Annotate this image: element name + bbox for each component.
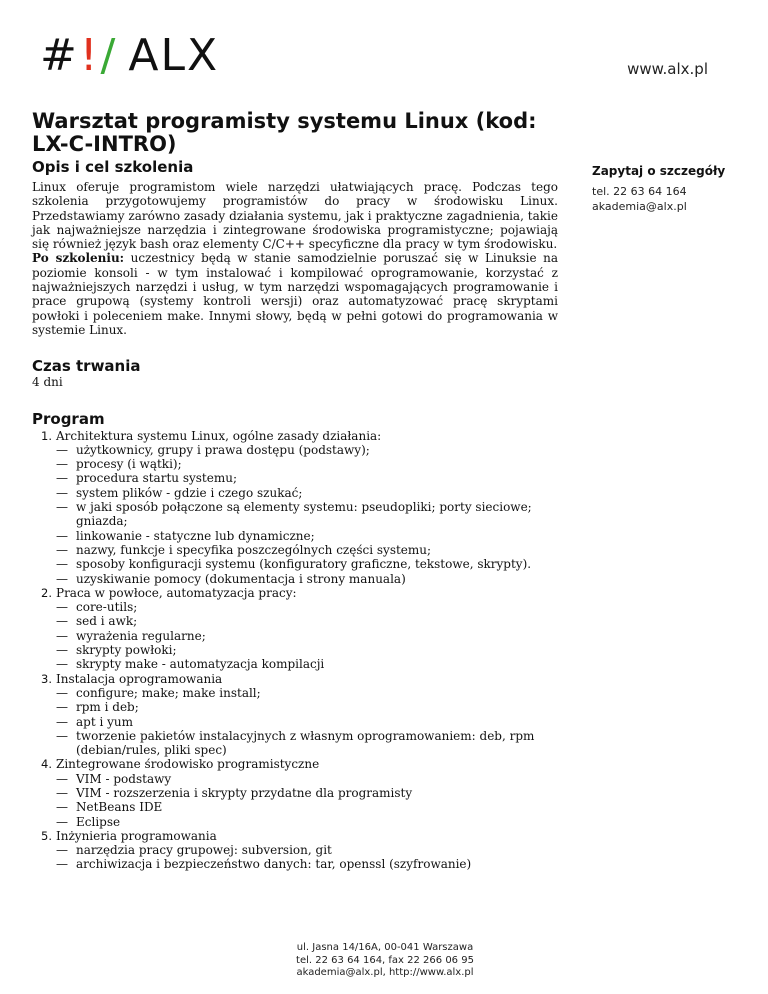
program-item-title: Architektura systemu Linux, ogólne zasady działania: (56, 428, 382, 443)
program-subitem-text: sed i awk; (76, 614, 138, 629)
program-subitem (56, 657, 558, 671)
program-subitems (56, 772, 558, 829)
program-subitem (56, 614, 558, 628)
program-item-title: Praca w powłoce, automatyzacja pracy: (56, 585, 297, 600)
program-subitem (56, 643, 558, 657)
program-subitem-text: skrypty powłoki; (76, 643, 177, 658)
program-item (32, 829, 558, 872)
program-subitems (56, 686, 558, 757)
program-subitem-text: archiwizacja i bezpieczeństwo danych: tar, openssl (szyfrowanie) (76, 857, 472, 872)
program-item-number: 3. (41, 671, 52, 686)
program-subitem (56, 843, 558, 857)
page-footer (270, 942, 500, 980)
site-url[interactable]: www.alx.pl (627, 60, 708, 78)
program-item-title: Zintegrowane środowisko programistyczne (56, 757, 320, 772)
program-item-title: Instalacja oprogramowania (56, 671, 223, 686)
program-subitem-text: Eclipse (76, 814, 121, 829)
program-subitem-text: core-utils; (76, 600, 138, 615)
dash-bullet: — (56, 785, 68, 800)
desc-after-text: uczestnicy będą w stanie samodzielnie poruszać się w Linuksie na poziomie konsoli - w tym instalować i kompilować oprogramowanie, korzystać z najważniejszych narzędzi i usług, w tym narzędzi wspomagających programowanie i prace grupową (systemy kontroli wersji) oraz automatyzować pracę skryptami powłoki i poleceniem make. Innymi słowy, będą w pełni gotowi do programowania w systemie Linux. (32, 251, 559, 337)
dash-bullet: — (56, 643, 68, 658)
desc-after (32, 251, 558, 337)
program-subitem-text: wyrażenia regularne; (76, 628, 206, 643)
program-subitem (56, 572, 558, 586)
program-item-number: 2. (41, 585, 52, 600)
dash-bullet: — (56, 700, 68, 715)
footer-phones: tel. 22 63 64 164, fax 22 266 06 95 (296, 954, 474, 966)
dash-bullet: — (56, 557, 68, 572)
duration-heading: Czas trwania (32, 357, 141, 376)
program-subitem-text: linkowanie - statyczne lub dynamiczne; (76, 528, 315, 543)
program-subitem-text: sposoby konfiguracji systemu (konfiguratory graficzne, tekstowe, skrypty). (76, 557, 532, 572)
dash-bullet: — (56, 528, 68, 543)
dash-bullet: — (56, 485, 68, 500)
program-subitem (56, 629, 558, 643)
program-item-body (56, 757, 558, 828)
program-subitem (56, 471, 558, 485)
program-item (32, 429, 558, 586)
program-subitem-text: narzędzia pracy grupowej: subversion, git (76, 843, 332, 858)
sidebar-email[interactable]: akademia@alx.pl (592, 200, 687, 213)
program-subitem (56, 700, 558, 714)
desc-after-label: Po szkoleniu: (32, 251, 125, 266)
dash-bullet: — (56, 628, 68, 643)
program-subitem (56, 729, 558, 758)
program-subitem (56, 500, 558, 529)
program-subitem (56, 772, 558, 786)
sidebar-phone: tel. 22 63 64 164 (592, 185, 687, 198)
program-subitem-text: apt i yum (76, 714, 134, 729)
dash-bullet: — (56, 600, 68, 615)
program-subitem-text: użytkownicy, grupy i prawa dostępu (podstawy); (76, 442, 370, 457)
dash-bullet: — (56, 471, 68, 486)
sidebar-heading: Zapytaj o szczegóły (592, 164, 726, 178)
program-item-body (56, 586, 558, 672)
dash-bullet: — (56, 728, 68, 743)
footer-address: ul. Jasna 14/16A, 00-041 Warszawa (296, 942, 474, 953)
dash-bullet: — (56, 814, 68, 829)
desc-paragraph: Linux oferuje programistom wiele narzędzi ułatwiających pracę. Podczas tego szkolenia przygotowujemy programistów do pracy w środowisku Linux. Przedstawiamy zarówno zasady działania systemu, jak i praktyczne zagadnienia, takie jak najważniejsze narzędzia i zintegrowane środowiska programistyczne; pojawiają się również język bash oraz elementy C/C++ specyficzne dla pracy w tym środowisku. (32, 180, 558, 252)
program-subitem (56, 686, 558, 700)
program-subitem (56, 457, 558, 471)
program-subitem-text: VIM - podstawy (76, 771, 172, 786)
program-item-body (56, 672, 558, 758)
program-subitem (56, 543, 558, 557)
program-subitem (56, 715, 558, 729)
dash-bullet: — (56, 500, 68, 515)
program-subitem-text: nazwy, funkcje i specyfika poszczególnych części systemu; (76, 542, 432, 557)
dash-bullet: — (56, 542, 68, 557)
logo-name: ALX (128, 30, 220, 81)
program-subitem (56, 800, 558, 814)
page-title: Warsztat programisty systemu Linux (kod: LX-C-INTRO) (32, 109, 537, 156)
program-subitem (56, 600, 558, 614)
dash-bullet: — (56, 800, 68, 815)
logo-bang: ! (79, 30, 99, 81)
program-subitem-text: procedura startu systemu; (76, 471, 237, 486)
main-content (32, 158, 558, 872)
program-subitem (56, 557, 558, 571)
program-heading: Program (32, 409, 105, 428)
dash-bullet: — (56, 571, 68, 586)
logo-hash: # (40, 30, 78, 81)
program-item-number: 5. (41, 828, 52, 843)
dash-bullet: — (56, 457, 68, 472)
program-subitem (56, 786, 558, 800)
program-subitem (56, 443, 558, 457)
program-subitem (56, 529, 558, 543)
dash-bullet: — (56, 685, 68, 700)
program-subitems (56, 443, 558, 586)
dash-bullet: — (56, 771, 68, 786)
program-subitem-text: uzyskiwanie pomocy (dokumentacja i strony manuala) (76, 571, 406, 586)
program-item (32, 586, 558, 672)
program-item-body (56, 829, 558, 872)
program-subitem-text: NetBeans IDE (76, 800, 163, 815)
program-subitem-text: rpm i deb; (76, 700, 139, 715)
dash-bullet: — (56, 843, 68, 858)
program-item-title: Inżynieria programowania (56, 828, 217, 843)
program-item-number: 4. (41, 757, 52, 772)
program-subitem-text: skrypty make - automatyzacja kompilacji (76, 657, 325, 672)
duration-value: 4 dni (32, 375, 63, 390)
program-subitem-text: system plików - gdzie i czego szukać; (76, 485, 303, 500)
program-item-number: 1. (41, 428, 52, 443)
dash-bullet: — (56, 857, 68, 872)
program-subitem-text: configure; make; make install; (76, 685, 261, 700)
desc-body (32, 180, 558, 337)
program-subitem-text: procesy (i wątki); (76, 457, 182, 472)
program-subitem (56, 857, 558, 871)
alx-logo (40, 28, 220, 81)
dash-bullet: — (56, 442, 68, 457)
program-list (32, 429, 558, 872)
dash-bullet: — (56, 657, 68, 672)
dash-bullet: — (56, 614, 68, 629)
desc-heading: Opis i cel szkolenia (32, 158, 194, 176)
program-subitem-text: tworzenie pakietów instalacyjnych z własnym oprogramowaniem: deb, rpm (debian/rules, pliki spec) (76, 728, 535, 758)
program-subitem (56, 815, 558, 829)
program-subitem-text: w jaki sposób połączone są elementy systemu: pseudopliki; porty sieciowe; gniazda; (76, 500, 532, 529)
program-item-body (56, 429, 558, 586)
dash-bullet: — (56, 714, 68, 729)
contact-sidebar (592, 164, 752, 214)
program-item (32, 757, 558, 828)
logo-slash: / (100, 30, 117, 81)
program-subitem-text: VIM - rozszerzenia i skrypty przydatne dla programisty (76, 785, 413, 800)
footer-contact[interactable]: akademia@alx.pl, http://www.alx.pl (296, 967, 474, 978)
program-subitems (56, 600, 558, 671)
program-subitem (56, 486, 558, 500)
program-subitems (56, 843, 558, 872)
program-item (32, 672, 558, 758)
